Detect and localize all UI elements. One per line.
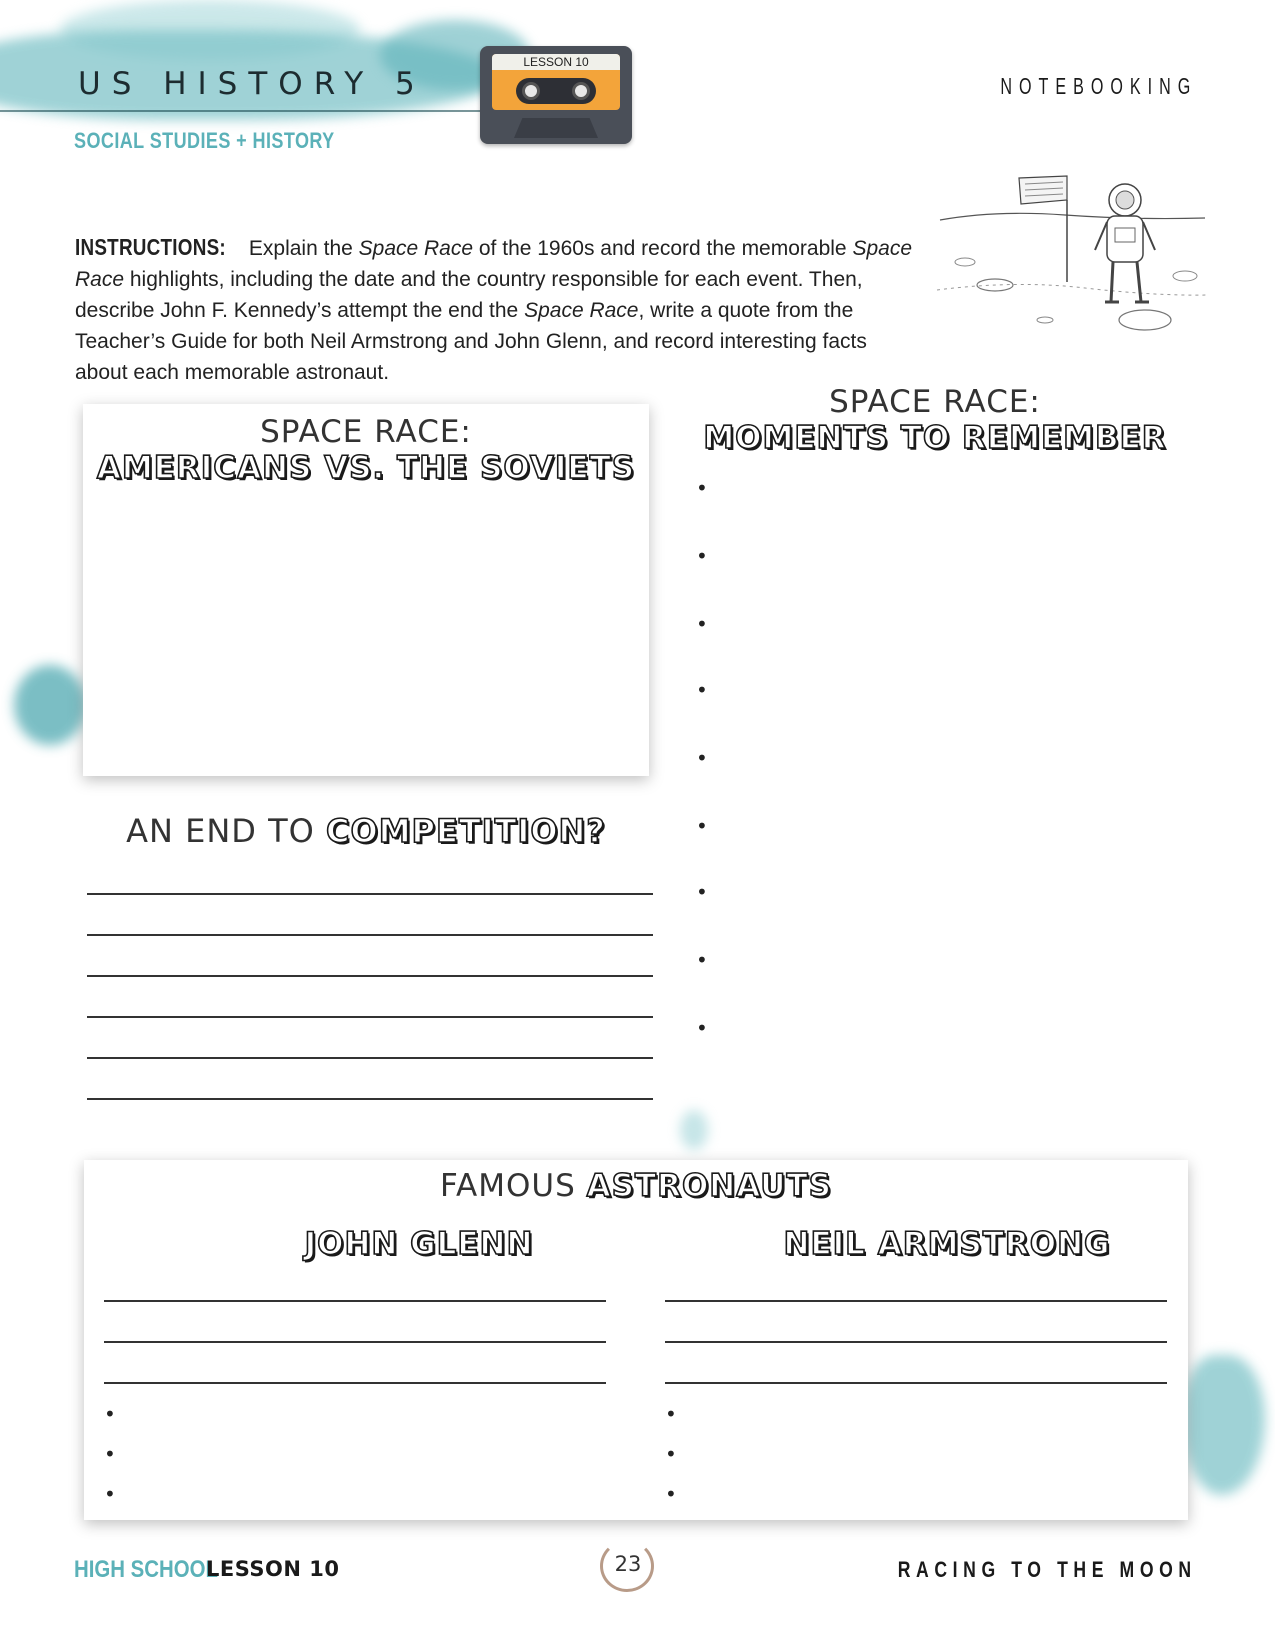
competition-heading-thin: AN END TO (126, 812, 326, 850)
astronauts-heading (84, 1168, 1188, 1204)
bullet-point[interactable]: • (665, 1482, 677, 1506)
americans-vs-soviets-box[interactable] (83, 404, 649, 776)
moments-heading-thin: SPACE RACE: (829, 384, 1041, 420)
reel-icon (522, 82, 540, 100)
writing-line[interactable] (87, 1057, 653, 1059)
writing-line[interactable] (104, 1300, 606, 1302)
astronaut-moon-flag-illustration (935, 170, 1210, 360)
page-number (598, 1538, 658, 1594)
bullet-point[interactable]: • (696, 544, 708, 568)
bullet-point[interactable]: • (696, 678, 708, 702)
cassette-window (516, 78, 596, 104)
cassette-label (492, 54, 620, 110)
cassette-base (514, 118, 598, 138)
astronauts-heading-bold: ASTRONAUTS (586, 1168, 832, 1204)
writing-line[interactable] (665, 1382, 1167, 1384)
reel-icon (572, 82, 590, 100)
writing-line[interactable] (104, 1341, 606, 1343)
bullet-point[interactable]: • (696, 814, 708, 838)
bullet-point[interactable]: • (665, 1442, 677, 1466)
bullet-point[interactable]: • (696, 1016, 708, 1040)
page-subtitle: SOCIAL STUDIES + HISTORY (74, 128, 335, 153)
writing-line[interactable] (87, 893, 653, 895)
bullet-point[interactable]: • (104, 1402, 116, 1426)
writing-line[interactable] (665, 1300, 1167, 1302)
bullet-point[interactable]: • (696, 476, 708, 500)
bullet-point[interactable]: • (696, 880, 708, 904)
writing-line[interactable] (87, 934, 653, 936)
watercolor-splash (1185, 1355, 1265, 1495)
watercolor-splash (680, 1110, 708, 1150)
astronauts-heading-thin: FAMOUS (440, 1168, 587, 1204)
instructions-part: Explain the (243, 237, 359, 260)
cassette-icon (480, 46, 632, 144)
bullet-point[interactable]: • (696, 948, 708, 972)
instructions-lead: INSTRUCTIONS: (75, 234, 226, 260)
john-glenn-heading: JOHN GLENN (304, 1226, 534, 1262)
footer-lesson-title: RACING TO THE MOON (898, 1557, 1197, 1582)
instructions-part: of the 1960s and record the memorable (473, 237, 853, 260)
box-heading-bold: AMERICANS VS. THE SOVIETS (96, 450, 636, 486)
footer-level: HIGH SCHOOL (74, 1556, 218, 1583)
writing-line[interactable] (87, 975, 653, 977)
competition-heading-bold: COMPETITION? (326, 812, 606, 850)
competition-heading (83, 812, 649, 850)
footer-lesson: LESSON 10 (206, 1557, 340, 1581)
bullet-point[interactable]: • (665, 1402, 677, 1426)
bullet-point[interactable]: • (696, 746, 708, 770)
writing-line[interactable] (87, 1098, 653, 1100)
bullet-point[interactable]: • (696, 612, 708, 636)
box-heading-thin: SPACE RACE: (260, 414, 472, 450)
page-title: US HISTORY 5 (78, 66, 426, 102)
bullet-point[interactable]: • (104, 1482, 116, 1506)
moments-heading-bold: MOMENTS TO REMEMBER (703, 420, 1167, 456)
famous-astronauts-box (84, 1160, 1188, 1520)
writing-line[interactable] (87, 1016, 653, 1018)
section-label: NOTEBOOKING (1000, 73, 1197, 99)
instructions-italic: Space Race (358, 237, 474, 260)
writing-line[interactable] (665, 1341, 1167, 1343)
instructions-italic: Space Race (75, 237, 912, 291)
instructions-italic: Space Race (524, 299, 639, 322)
watercolor-splash (14, 665, 86, 745)
bullet-point[interactable]: • (104, 1442, 116, 1466)
cassette-label-text: LESSON 10 (492, 54, 620, 70)
header-rule (0, 110, 500, 112)
instructions-part: highlights, including the date and the country responsible for each event. Then, describe John F. Kennedy’s attempt the end the (75, 268, 863, 322)
page-number-text: 23 (614, 1552, 642, 1576)
instructions-text (75, 232, 925, 388)
instructions-part: , write a quote from the Teacher’s Guide for both Neil Armstrong and John Glenn, and record interesting facts about each memorable astronaut. (75, 299, 867, 384)
neil-armstrong-heading: NEIL ARMSTRONG (783, 1226, 1111, 1262)
writing-line[interactable] (104, 1382, 606, 1384)
